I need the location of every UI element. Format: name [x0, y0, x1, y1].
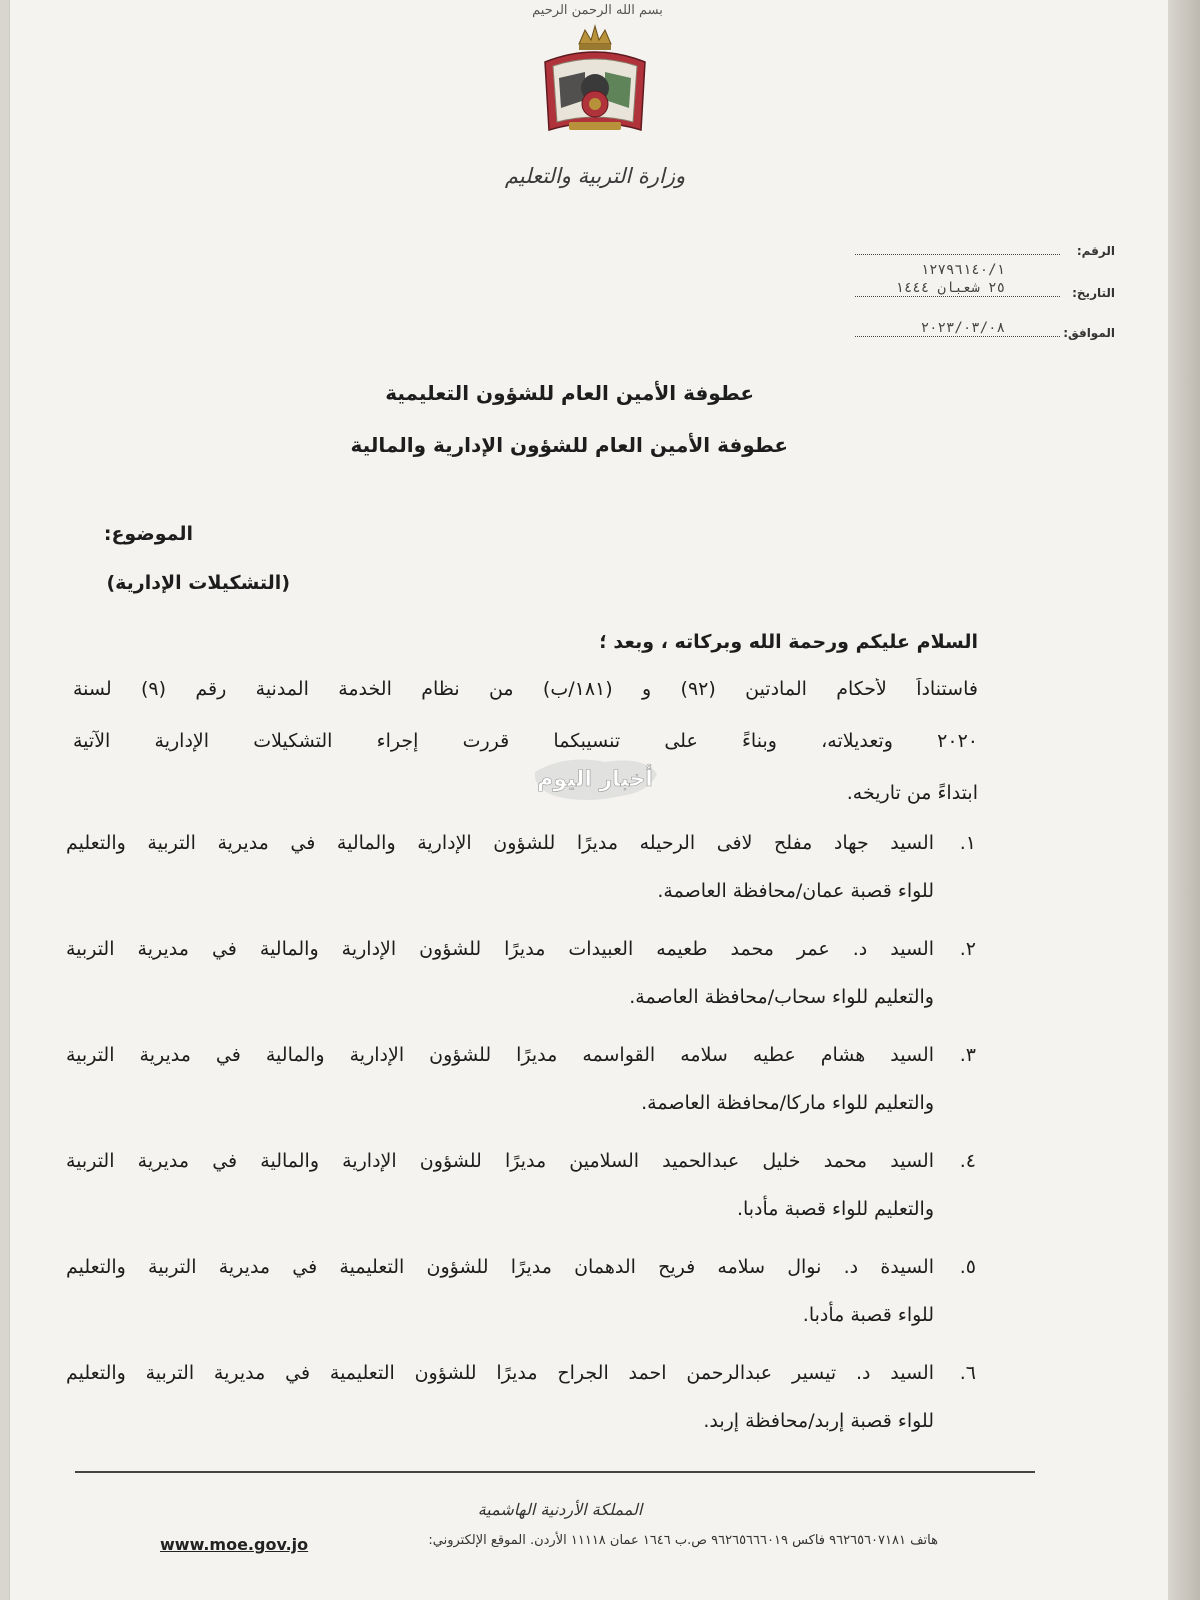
page-edge-shadow [1168, 0, 1200, 1600]
addressee-1: عطوفة الأمين العام للشؤون التعليمية [385, 381, 754, 405]
list-item-line: والتعليم للواء سحاب/محافظة العاصمة. [629, 986, 934, 1008]
intro-line-1: فاستناداً لأحكام المادتين (٩٢) و (١٨١/ب) من نظام الخدمة المدنية رقم (٩) لسنة [73, 678, 978, 700]
footer-contact: هاتف ٩٦٢٦٥٦٠٧١٨١ فاكس ٩٦٢٦٥٦٦٦٠١٩ ص.ب ١٦٤٦ عمان ١١١١٨ الأردن. الموقع الإلكتروني: [428, 1533, 938, 1548]
basmala: بسم الله الرحمن الرحيم [532, 3, 663, 18]
ref-number-row [855, 240, 1115, 278]
footer-kingdom: المملكة الأردنية الهاشمية [477, 1500, 643, 1519]
subject-value: (التشكيلات الإدارية) [106, 572, 290, 594]
list-item-line: للواء قصبة إربد/محافظة إربد. [703, 1410, 934, 1432]
ref-corresponding-row [855, 322, 1115, 348]
ref-date-label: التاريخ: [1072, 286, 1115, 300]
list-item-number: ٤. [959, 1150, 976, 1172]
list-item-line: والتعليم للواء قصبة مأدبا. [736, 1198, 934, 1220]
intro-line-2: ٢٠٢٠ وتعديلاته، وبناءً على تنسيبكما قررت إجراء التشكيلات الإدارية الآتية [73, 730, 978, 752]
ministry-name: وزارة التربية والتعليم [504, 164, 686, 188]
list-item-line: والتعليم للواء ماركا/محافظة العاصمة. [641, 1092, 934, 1114]
list-item-line: للواء قصبة مأدبا. [802, 1304, 934, 1326]
news-watermark-logo-icon [525, 752, 665, 807]
ref-number-label: الرقم: [1076, 244, 1115, 258]
list-item-line: السيد د. عمر محمد طعيمه العبيدات مديرًا للشؤون الإدارية والمالية في مديرية التربية [66, 938, 934, 960]
list-item-line: السيد د. تيسير عبدالرحمن احمد الجراح مديرًا للشؤون التعليمية في مديرية التربية والتعليم [66, 1362, 934, 1384]
greeting: السلام عليكم ورحمة الله وبركاته ، وبعد ؛ [599, 631, 978, 653]
footer-website-link[interactable]: www.moe.gov.jo [160, 1535, 309, 1554]
list-item-number: ٢. [959, 938, 976, 960]
addressee-2: عطوفة الأمين العام للشؤون الإدارية والمالية [350, 433, 788, 457]
list-item-line: السيد هشام عطيه سلامه القواسمه مديرًا للشؤون الإدارية والمالية في مديرية التربية [66, 1044, 934, 1066]
list-item-line: السيد جهاد مفلح لافى الرحيله مديرًا للشؤون الإدارية والمالية في مديرية التربية والتعليم [66, 832, 934, 854]
ref-number-value: ١٢٧٩٦١٤٠/١ [920, 262, 1005, 278]
intro-line-3: ابتداءً من تاريخه. [846, 782, 978, 804]
dotted-line [855, 254, 1060, 255]
list-item-line: السيدة د. نوال سلامه فريح الدهمان مديرًا للشؤون التعليمية في مديرية التربية والتعليم [66, 1256, 934, 1278]
watermark-text: أخبار اليوم [537, 767, 653, 792]
jordan-coat-of-arms-icon [535, 22, 655, 142]
list-item-number: ١. [959, 832, 976, 854]
list-item-number: ٣. [959, 1044, 976, 1066]
ref-corresponding-value: ٢٠٢٣/٠٣/٠٨ [920, 320, 1005, 336]
ref-corresponding-label: الموافق: [1063, 326, 1115, 340]
list-item-line: للواء قصبة عمان/محافظة العاصمة. [657, 880, 934, 902]
footer-divider [75, 1471, 1035, 1473]
dotted-line [855, 296, 1060, 297]
list-item-line: السيد محمد خليل عبدالحميد السلامين مديرًا للشؤون الإدارية والمالية في مديرية التربية [66, 1150, 934, 1172]
subject-label: الموضوع: [103, 523, 193, 545]
ref-date-value: ٢٥ شعبان ١٤٤٤ [895, 280, 1005, 296]
letter-page [10, 0, 1168, 1600]
dotted-line [855, 336, 1060, 337]
ref-date-row [855, 282, 1115, 308]
list-item-number: ٦. [959, 1362, 976, 1384]
list-item-number: ٥. [959, 1256, 976, 1278]
